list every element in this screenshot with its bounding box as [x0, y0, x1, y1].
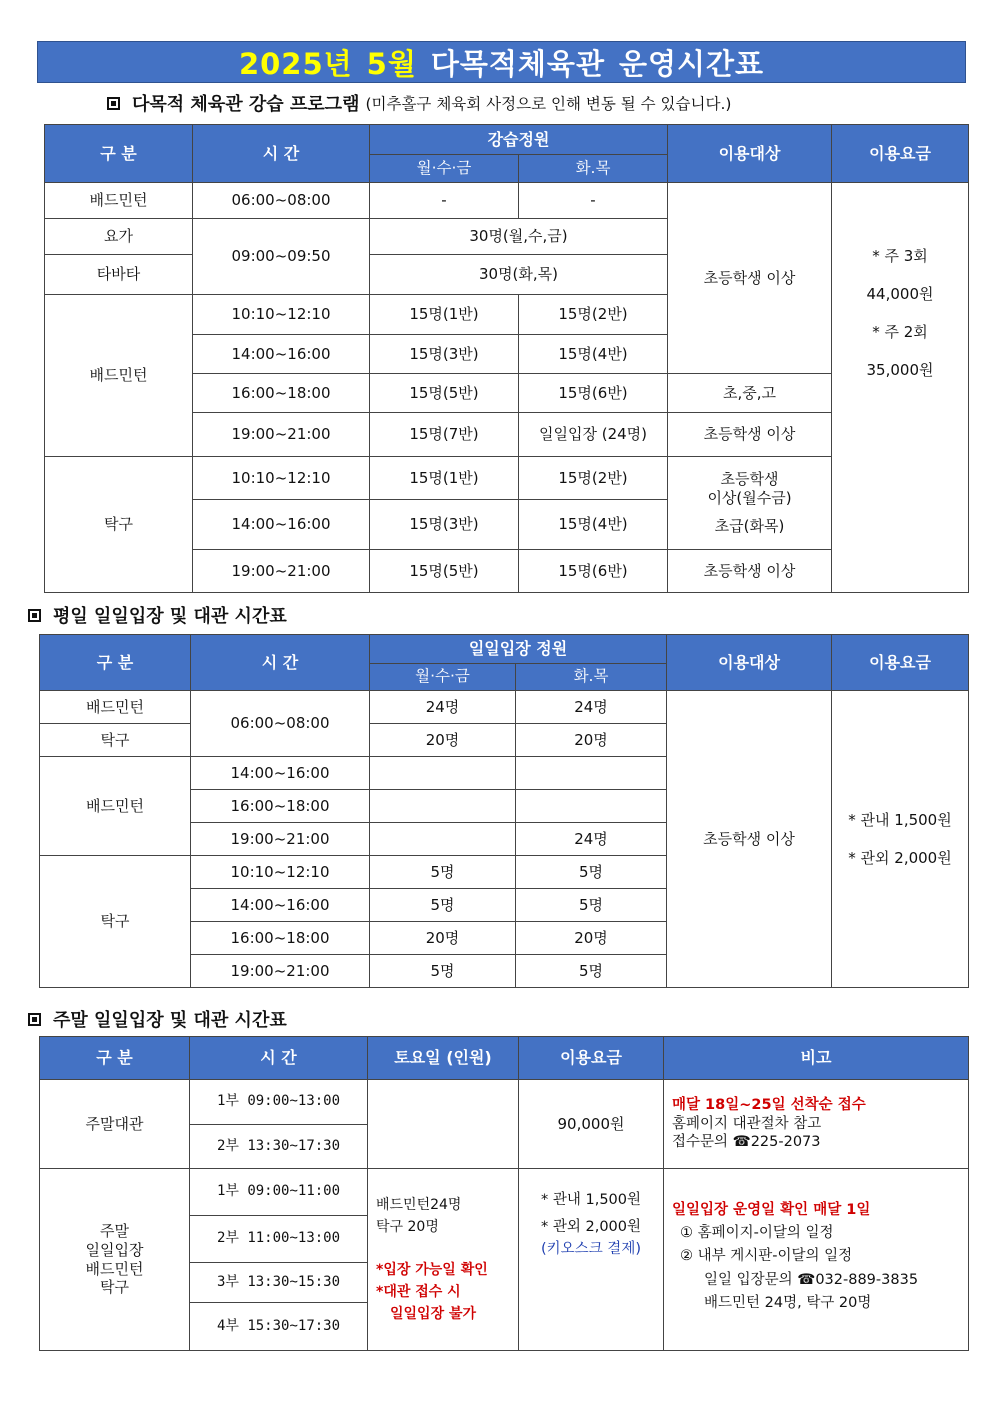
category-cell: 탁구 — [40, 856, 191, 988]
header-capacity: 일일입장 정원 — [370, 635, 667, 664]
fee-line: 44,000원 — [866, 284, 934, 303]
tt-cell: 5명 — [516, 889, 667, 922]
section3-heading — [28, 1006, 287, 1032]
fee-line: 35,000원 — [866, 360, 934, 379]
fee-line: * 관외 2,000원 — [848, 849, 952, 867]
section2-heading — [28, 602, 287, 628]
category-cell — [40, 1169, 190, 1351]
square-bullet-icon — [107, 97, 120, 110]
header-fee: 이용요금 — [832, 125, 969, 183]
header-fee: 이용요금 — [519, 1037, 664, 1080]
title-year: 2025년 — [238, 46, 353, 81]
header-category: 구 분 — [40, 1037, 190, 1080]
saturday-cell — [368, 1169, 519, 1351]
category-cell: 타바타 — [45, 255, 193, 295]
tt-cell: 15명(4반) — [519, 500, 668, 550]
remark-line: 일일 입장문의 ☎032-889-3835 — [704, 1271, 919, 1288]
time-cell: 14:00~16:00 — [191, 757, 370, 790]
mwf-cell: 5명 — [370, 856, 516, 889]
time-cell: 14:00~16:00 — [193, 335, 370, 374]
tt-cell: - — [519, 183, 668, 219]
target-cell: 초등학생 이상 — [668, 413, 832, 457]
target-cell: 초등학생 이상 — [667, 691, 832, 988]
target-cell: 초,중,고 — [668, 374, 832, 413]
category-line: 일일입장 — [85, 1240, 144, 1259]
category-cell: 배드민턴 — [45, 295, 193, 457]
time-cell: 14:00~16:00 — [193, 500, 370, 550]
category-cell: 탁구 — [40, 724, 191, 757]
time-cell: 19:00~21:00 — [193, 413, 370, 457]
saturday-line: 배드민턴24명 — [376, 1197, 462, 1213]
time-cell: 06:00~08:00 — [191, 691, 370, 757]
remark-cell — [664, 1169, 969, 1351]
saturday-cell — [368, 1080, 519, 1169]
header-time: 시 간 — [190, 1037, 368, 1080]
tt-cell: 일일입장 (24명) — [519, 413, 668, 457]
tt-cell: 24명 — [516, 691, 667, 724]
capacity-cell: 30명(월,수,금) — [370, 219, 668, 255]
tt-cell: 15명(4반) — [519, 335, 668, 374]
mwf-cell: 24명 — [370, 691, 516, 724]
fee-line: (키오스크 결제) — [541, 1240, 641, 1257]
time-cell: 1부 09:00~13:00 — [190, 1080, 368, 1125]
time-cell: 3부 13:30~15:30 — [190, 1263, 368, 1303]
square-bullet-icon — [28, 609, 41, 622]
target-cell: 초등학생 이상 — [668, 550, 832, 593]
header-category: 구 분 — [40, 635, 191, 691]
saturday-line: 탁구 20명 — [376, 1218, 439, 1235]
fee-line: * 관외 2,000원 — [541, 1218, 641, 1235]
time-cell: 1부 09:00~11:00 — [190, 1169, 368, 1216]
mwf-cell: 15명(3반) — [370, 335, 519, 374]
time-cell: 14:00~16:00 — [191, 889, 370, 922]
category-cell: 탁구 — [45, 457, 193, 593]
section2-heading-text: 평일 일일입장 및 대관 시간표 — [53, 606, 287, 627]
time-cell: 10:10~12:10 — [191, 856, 370, 889]
time-cell: 16:00~18:00 — [193, 374, 370, 413]
target-line: 이상(월수금) — [707, 488, 792, 507]
header-capacity: 강습정원 — [370, 125, 668, 155]
remark-line: 매달 18일~25일 선착순 접수 — [672, 1096, 866, 1113]
header-saturday: 토요일 (인원) — [368, 1037, 519, 1080]
page-title — [37, 41, 966, 83]
mwf-cell — [370, 790, 516, 823]
mwf-cell: 5명 — [370, 889, 516, 922]
mwf-cell: 15명(5반) — [370, 550, 519, 593]
table-row — [40, 1169, 969, 1216]
tt-cell: 5명 — [516, 856, 667, 889]
tt-cell: 24명 — [516, 823, 667, 856]
mwf-cell: 15명(1반) — [370, 295, 519, 335]
category-cell: 주말대관 — [40, 1080, 190, 1169]
target-cell: 초등학생 이상 — [668, 183, 832, 374]
tt-cell: 20명 — [516, 922, 667, 955]
fee-line: * 주 3회 — [872, 246, 928, 265]
table-row — [45, 457, 969, 500]
saturday-line: *대관 접수 시 — [376, 1284, 461, 1301]
remark-line: 일일입장 운영일 확인 매달 1일 — [672, 1202, 871, 1218]
category-line: 주말 — [100, 1222, 129, 1240]
mwf-cell — [370, 823, 516, 856]
section1-heading — [107, 90, 731, 116]
time-cell: 19:00~21:00 — [193, 550, 370, 593]
time-cell: 06:00~08:00 — [193, 183, 370, 219]
category-cell: 배드민턴 — [45, 183, 193, 219]
time-cell: 09:00~09:50 — [193, 219, 370, 295]
tt-cell — [516, 790, 667, 823]
time-cell: 10:10~12:10 — [193, 457, 370, 500]
header-tt: 화.목 — [519, 155, 668, 183]
mwf-cell: 15명(3반) — [370, 500, 519, 550]
tt-cell: 15명(6반) — [519, 374, 668, 413]
category-cell: 배드민턴 — [40, 691, 191, 724]
fee-cell: 90,000원 — [519, 1080, 664, 1169]
mwf-cell: 15명(7반) — [370, 413, 519, 457]
header-remark: 비고 — [664, 1037, 969, 1080]
tt-cell: 15명(2반) — [519, 295, 668, 335]
fee-cell — [832, 183, 969, 593]
target-line: 초등학생 — [720, 469, 779, 488]
time-cell: 2부 11:00~13:00 — [190, 1216, 368, 1263]
mwf-cell: - — [370, 183, 519, 219]
category-cell: 배드민턴 — [40, 757, 191, 856]
fee-cell — [832, 691, 969, 988]
tt-cell — [516, 757, 667, 790]
time-cell: 16:00~18:00 — [191, 922, 370, 955]
remark-line: ① 홈페이지-이달의 일정 — [680, 1225, 834, 1242]
header-mwf: 월·수·금 — [370, 664, 516, 691]
remark-line: 배드민턴 24명, 탁구 20명 — [704, 1294, 872, 1311]
target-line: 초급(화목) — [714, 517, 785, 536]
time-cell: 2부 13:30~17:30 — [190, 1125, 368, 1169]
fee-line: * 관내 1,500원 — [848, 811, 952, 829]
fee-line: * 주 2회 — [872, 322, 928, 341]
header-category: 구 분 — [45, 125, 193, 183]
mwf-cell: 15명(1반) — [370, 457, 519, 500]
time-cell: 19:00~21:00 — [191, 955, 370, 988]
section3-heading-text: 주말 일일입장 및 대관 시간표 — [53, 1010, 287, 1031]
mwf-cell: 20명 — [370, 922, 516, 955]
header-target: 이용대상 — [667, 635, 832, 691]
weekday-daily-table — [39, 634, 969, 988]
section1-note: (미추홀구 체육회 사정으로 인해 변동 될 수 있습니다.) — [365, 95, 732, 113]
category-line: 배드민턴 — [85, 1259, 144, 1278]
time-cell: 10:10~12:10 — [193, 295, 370, 335]
lesson-program-table — [44, 124, 969, 593]
remark-line: 접수문의 ☎225-2073 — [672, 1134, 821, 1151]
title-sub: 운영시간표 — [618, 46, 765, 81]
mwf-cell: 20명 — [370, 724, 516, 757]
tt-cell: 15명(2반) — [519, 457, 668, 500]
capacity-cell: 30명(화,목) — [370, 255, 668, 295]
header-target: 이용대상 — [668, 125, 832, 183]
table-row — [40, 1080, 969, 1125]
category-cell: 요가 — [45, 219, 193, 255]
saturday-line: *입장 가능일 확인 — [376, 1262, 488, 1279]
weekend-table — [39, 1036, 969, 1351]
title-main: 다목적체육관 — [430, 46, 605, 81]
fee-cell — [519, 1169, 664, 1351]
tt-cell: 15명(6반) — [519, 550, 668, 593]
remark-line: 홈페이지 대관절차 참고 — [672, 1115, 822, 1132]
remark-cell — [664, 1080, 969, 1169]
remark-line: ② 내부 게시판-이달의 일정 — [680, 1248, 853, 1265]
header-fee: 이용요금 — [832, 635, 969, 691]
fee-line: * 관내 1,500원 — [541, 1192, 641, 1208]
header-time: 시 간 — [191, 635, 370, 691]
title-month: 5월 — [366, 46, 417, 81]
tt-cell: 5명 — [516, 955, 667, 988]
section1-heading-text: 다목적 체육관 강습 프로그램 — [132, 94, 360, 115]
target-cell — [668, 457, 832, 550]
mwf-cell — [370, 757, 516, 790]
mwf-cell: 15명(5반) — [370, 374, 519, 413]
time-cell: 19:00~21:00 — [191, 823, 370, 856]
time-cell: 16:00~18:00 — [191, 790, 370, 823]
header-mwf: 월·수·금 — [370, 155, 519, 183]
mwf-cell: 5명 — [370, 955, 516, 988]
square-bullet-icon — [28, 1013, 41, 1026]
tt-cell: 20명 — [516, 724, 667, 757]
category-line: 탁구 — [100, 1278, 129, 1297]
table-row — [40, 691, 969, 724]
time-cell: 4부 15:30~17:30 — [190, 1303, 368, 1351]
saturday-line: 일일입장 불가 — [390, 1305, 477, 1322]
header-tt: 화.목 — [516, 664, 667, 691]
table-row — [45, 183, 969, 219]
header-time: 시 간 — [193, 125, 370, 183]
